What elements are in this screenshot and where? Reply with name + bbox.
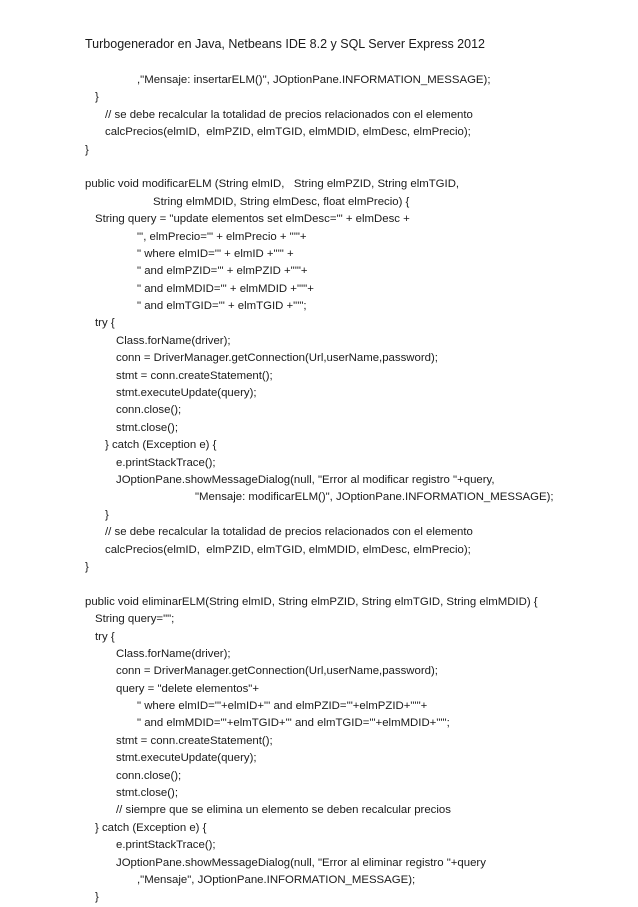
code-line: " and elmPZID='" + elmPZID +"'"+	[137, 265, 308, 278]
code-block	[0, 72, 638, 907]
code-line: conn = DriverManager.getConnection(Url,userName,password);	[116, 665, 438, 678]
code-line: e.printStackTrace();	[116, 839, 216, 852]
code-line: " and elmMDID='"+elmTGID+"' and elmTGID='"+elmMDID+"'";	[137, 717, 450, 730]
code-line: stmt.executeUpdate(query);	[116, 387, 257, 400]
code-line: stmt.executeUpdate(query);	[116, 752, 257, 765]
code-line: calcPrecios(elmID, elmPZID, elmTGID, elmMDID, elmDesc, elmPrecio);	[105, 126, 471, 139]
code-line: stmt = conn.createStatement();	[116, 734, 273, 747]
code-line: stmt.close();	[116, 787, 179, 800]
code-line: stmt.close();	[116, 421, 179, 434]
code-line: }	[85, 143, 89, 156]
code-line	[0, 159, 638, 176]
code-line: public void eliminarELM(String elmID, String elmPZID, String elmTGID, String elmMDID) {	[85, 595, 538, 608]
code-line: conn = DriverManager.getConnection(Url,userName,password);	[116, 352, 438, 365]
code-line: stmt = conn.createStatement();	[116, 369, 273, 382]
code-line: " and elmMDID='" + elmMDID +"'"+	[137, 282, 314, 295]
code-line: // se debe recalcular la totalidad de precios relacionados con el elemento	[105, 108, 473, 121]
code-line: String elmMDID, String elmDesc, float elmPrecio) {	[153, 195, 410, 208]
code-line: JOptionPane.showMessageDialog(null, "Error al modificar registro "+query,	[116, 473, 495, 486]
code-line: " and elmTGID='" + elmTGID +"'";	[137, 300, 307, 313]
code-line: }	[85, 560, 89, 573]
code-line: " where elmID='"+elmID+"' and elmPZID='"+elmPZID+"'"+	[137, 700, 428, 713]
code-line: try {	[95, 317, 115, 330]
code-line: // siempre que se elimina un elemento se deben recalcular precios	[116, 804, 451, 817]
code-line: conn.close();	[116, 769, 182, 782]
code-line: } catch (Exception e) {	[95, 821, 207, 834]
code-line: "', elmPrecio='" + elmPrecio + "'"+	[137, 230, 307, 243]
code-line: ,"Mensaje", JOptionPane.INFORMATION_MESSAGE);	[137, 873, 416, 886]
code-line: String query="";	[95, 613, 175, 626]
code-line: }	[95, 91, 99, 104]
code-line: ,"Mensaje: insertarELM()", JOptionPane.INFORMATION_MESSAGE);	[137, 74, 491, 86]
code-line: calcPrecios(elmID, elmPZID, elmTGID, elmMDID, elmDesc, elmPrecio);	[105, 543, 471, 556]
code-line: JOptionPane.showMessageDialog(null, "Error al eliminar registro "+query	[116, 856, 486, 869]
code-line: } catch (Exception e) {	[105, 439, 217, 452]
code-line: // se debe recalcular la totalidad de precios relacionados con el elemento	[105, 526, 473, 539]
code-line: "Mensaje: modificarELM()", JOptionPane.INFORMATION_MESSAGE);	[195, 491, 554, 504]
code-line: }	[95, 891, 99, 904]
code-line	[0, 576, 638, 593]
code-line: e.printStackTrace();	[116, 456, 216, 469]
code-line: " where elmID='" + elmID +"'" +	[137, 247, 294, 260]
page-header: Turbogenerador en Java, Netbeans IDE 8.2 y SQL Server Express 2012	[85, 37, 485, 51]
code-line: String query = "update elementos set elmDesc='" + elmDesc +	[95, 213, 410, 226]
code-line: try {	[95, 630, 115, 643]
code-line: }	[105, 508, 109, 521]
code-line: Class.forName(driver);	[116, 647, 231, 660]
code-line: public void modificarELM (String elmID, String elmPZID, String elmTGID,	[85, 178, 460, 191]
code-line: Class.forName(driver);	[116, 334, 231, 347]
code-line: query = "delete elementos"+	[116, 682, 259, 695]
code-line: conn.close();	[116, 404, 182, 417]
